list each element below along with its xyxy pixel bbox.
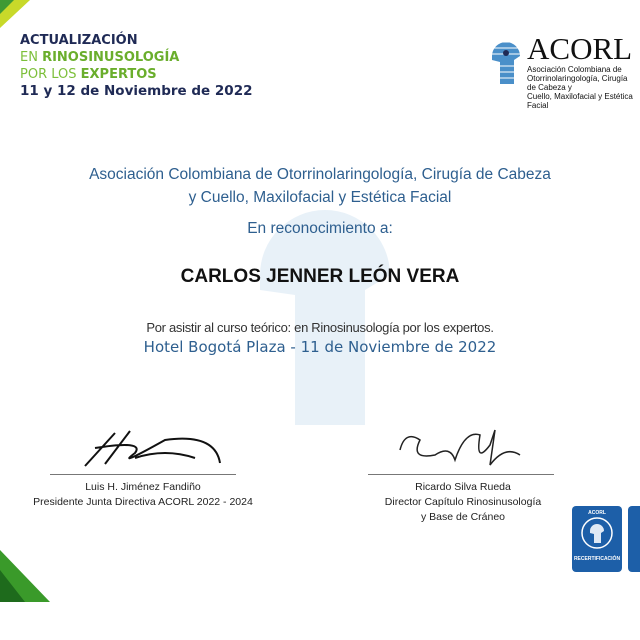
event-line2-prefix: EN: [20, 50, 43, 65]
recognition-label: En reconocimiento a:: [247, 220, 393, 237]
logo-acronym: ACORL: [527, 31, 633, 66]
org-line1: Asociación Colombiana de Otorrinolaringología, Cirugía de Cabeza: [89, 166, 551, 183]
badge-top: ACORL: [588, 510, 606, 516]
logo-text-1: Asociación Colombiana de: [527, 65, 622, 74]
reason-text: Por asistir al curso teórico: en Rinosinusología por los expertos.: [146, 320, 494, 335]
signature-line-2: [368, 474, 554, 475]
signatory-2-title: Director Capítulo Rinosinusología: [384, 496, 542, 508]
event-line1: ACTUALIZACIÓN: [20, 33, 138, 48]
event-line3-bold: EXPERTOS: [80, 67, 157, 82]
signature-line-1: [50, 474, 236, 475]
decor-bottom-left: [0, 540, 60, 610]
logo-text-2: Otorrinolaringología, Cirugía de Cabeza y: [527, 74, 628, 92]
org-line2: y Cuello, Maxilofacial y Estética Facial: [188, 189, 452, 206]
acorl-logo: [488, 31, 636, 110]
event-title: [20, 32, 253, 100]
signature-1: [75, 428, 225, 468]
organization-name: [40, 163, 600, 209]
event-dates: 11 y 12 de Noviembre de 2022: [20, 83, 253, 99]
signatory-1-title: Presidente Junta Directiva ACORL 2022 - 2024: [33, 496, 253, 508]
logo-text-3: Cuello, Maxilofacial y Estética Facial: [527, 92, 633, 110]
signatory-2: [340, 480, 586, 525]
badge-bottom: RECERTIFICACIÓN: [573, 556, 621, 562]
second-badge: [628, 506, 640, 572]
event-line2-bold: RINOSINUSOLOGÍA: [42, 50, 180, 65]
decor-top-left: [0, 0, 40, 30]
event-line3-prefix: POR LOS: [20, 67, 81, 82]
signatory-2-title2: y Base de Cráneo: [420, 511, 506, 523]
recipient-name: CARLOS JENNER LEÓN VERA: [180, 266, 460, 287]
recertification-badge: [572, 506, 622, 572]
venue-date: Hotel Bogotá Plaza - 11 de Noviembre de 2022: [143, 338, 497, 356]
signatory-2-name: Ricardo Silva Rueda: [415, 481, 511, 493]
badge-head-icon: [580, 516, 614, 550]
signatory-1: [20, 480, 266, 510]
signatory-1-name: Luis H. Jiménez Fandiño: [85, 481, 201, 493]
signature-2: [395, 425, 535, 470]
acorl-head-icon: [488, 34, 524, 86]
